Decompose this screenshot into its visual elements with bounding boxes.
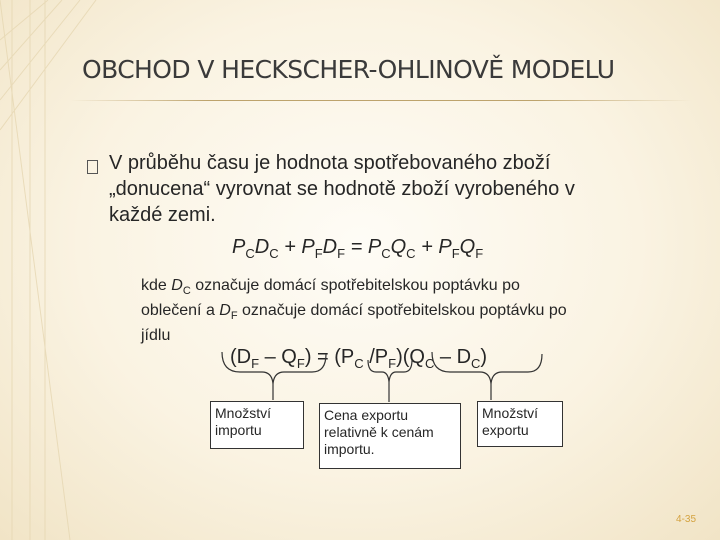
bullet-line: V průběhu času je hodnota spotřebovaného zboží [109, 152, 551, 174]
price-bracket [368, 360, 412, 382]
budget-equation: $P_CD_C + P_FD_F = P_CQ_C + P_FQ_F$ [232, 236, 484, 261]
note-line: oblečení a $D_F$ označuje domácí spotřebitelskou poptávku po [141, 302, 567, 322]
bullet-line: každé zemi. [109, 204, 216, 226]
relative-price-box: Cena exportu relativně k cenám importu. [319, 403, 461, 469]
page-number: 4-35 [676, 514, 697, 525]
export-quantity-box: Množství exportu [477, 401, 563, 447]
import-bracket [222, 352, 326, 384]
note-line: jídlu [141, 327, 171, 344]
note-line: kde $D_C$ označuje domácí spotřebitelskou poptávku po [141, 277, 520, 297]
import-quantity-box: Množství importu [210, 401, 304, 449]
trade-balance-equation: $(D_F - Q_F) = (P_C$ $/P_F)(Q_C - D_C)$ [230, 346, 488, 371]
export-bracket [432, 352, 542, 384]
bullet-line: „donucena“ vyrovnat se hodnotě zboží vyrobeného v [109, 178, 575, 200]
slide-title: OBCHOD V HECKSCHER-OHLINOVĚ MODELU [82, 55, 615, 84]
